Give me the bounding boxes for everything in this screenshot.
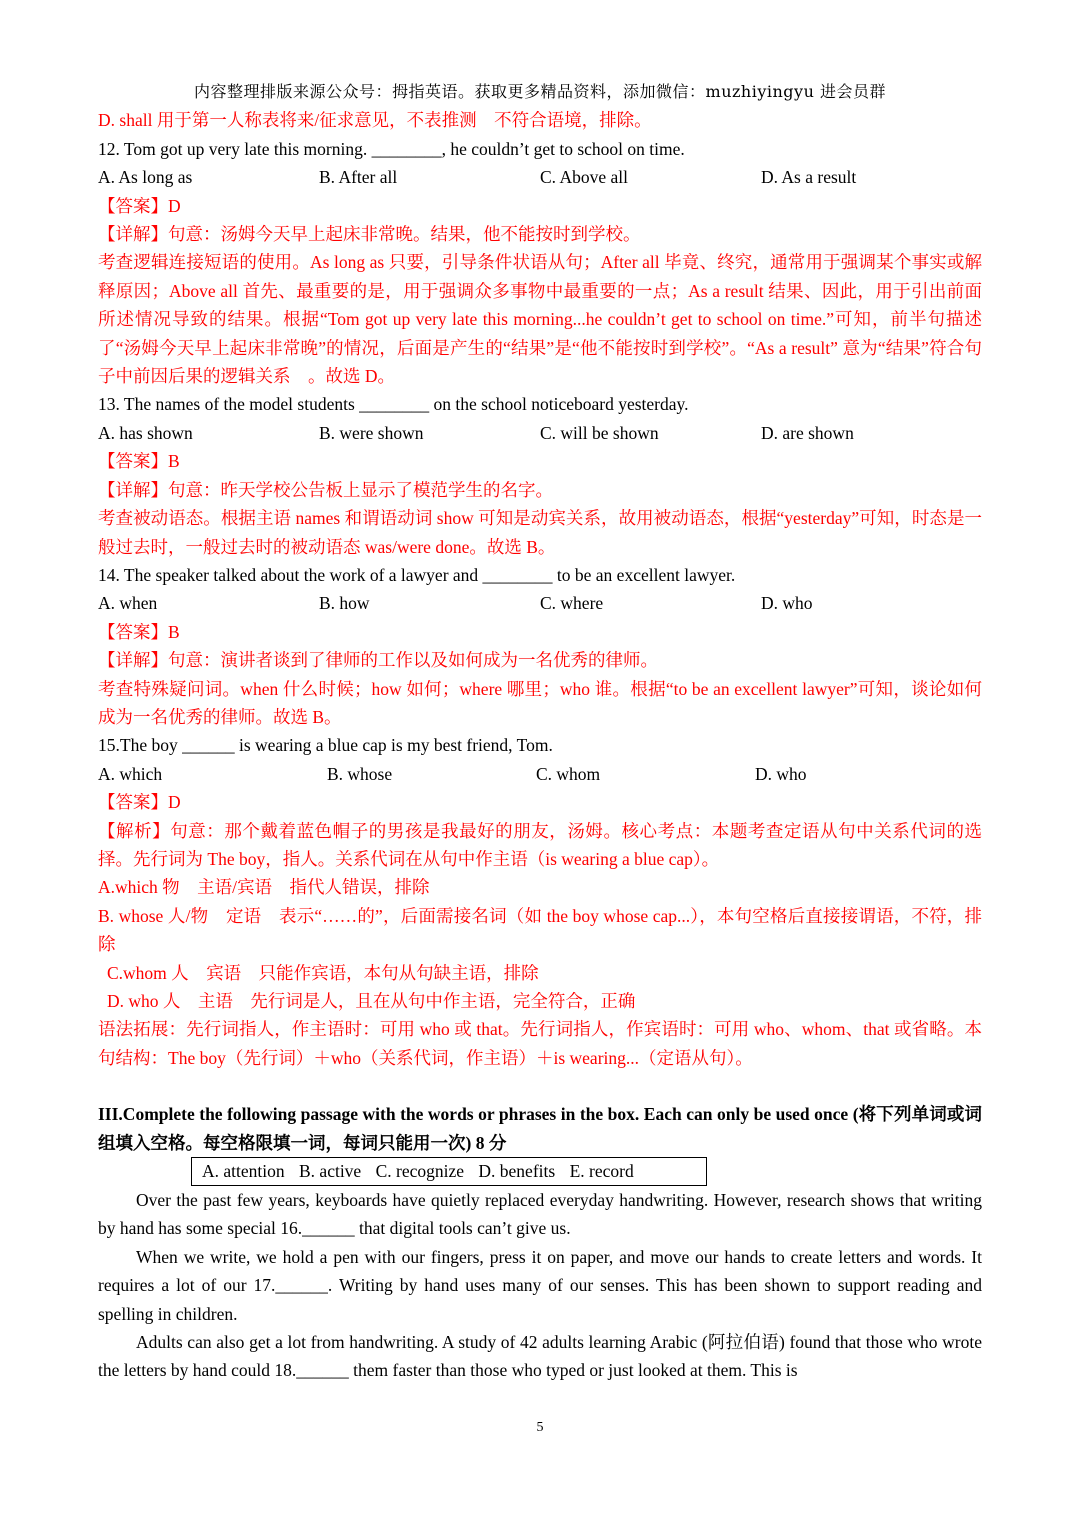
word-box-row [98,1157,982,1186]
word-box [191,1157,707,1186]
explanation-15-line: 【解析】句意：那个戴着蓝色帽子的男孩是我最好的朋友，汤姆。核心考点：本题考查定语从句中关系代词的选择。先行词为 The boy，指人。关系代词在从句中作主语（is wearing a blue cap）。 [98,820,982,869]
option-c: C. whom [536,763,601,784]
answer-12: 【答案】D [98,195,181,216]
word-box-item: C. recognize [375,1161,465,1182]
answer-13: 【答案】B [98,451,180,472]
option-c: C. where [540,593,604,614]
option-c: C. will be shown [540,422,659,443]
question-14-options [98,589,982,617]
section-3-title: III.Complete the following passage with the words or phrases in the box. Each can only be used once (将下列单词或词组填入空格。每空格限填一词，每词只能用一次) 8 分 [98,1104,982,1153]
question-13-options [98,419,982,447]
option-c: C. Above all [540,167,628,188]
question-14: 14. The speaker talked about the work of a lawyer and ________ to be an excellent lawyer. [98,564,736,585]
explanation-15-option-b: B. whose 人/物 定语 表示“……的”，后面需接名词（如 the boy whose cap...），本句空格后直接接谓语，不符，排除 [98,905,982,955]
question-13: 13. The names of the model students ________ on the school noticeboard yesterday. [98,394,689,415]
answer-14: 【答案】B [98,621,180,642]
word-box-item: D. benefits [478,1161,556,1182]
explanation-15-option-d: D. who 人 主语 先行词是人，且在从句中作主语，完全符合，正确 [107,991,636,1011]
explanation-12-line: 【详解】句意：汤姆今天早上起床非常晚。结果，他不能按时到学校。 [98,224,641,245]
option-d: D. are shown [761,422,854,443]
prev-explanation: D. shall 用于第一人称表将来/征求意见，不表推测 不符合语境，排除。 [98,110,652,131]
explanation-13-line: 【详解】句意：昨天学校公告板上显示了模范学生的名字。 [98,479,553,500]
option-a: A. which [98,763,163,784]
explanation-13-detail: 考查被动语态。根据主语 names 和谓语动词 show 可知是动宾关系，故用被动语态，根据“yesterday”可知，时态是一般过去时，一般过去时的被动语态 was/were done。故选 B。 [98,508,982,557]
passage-paragraph-2: When we write, we hold a pen with our fingers, press it on paper, and move our hands to create letters and words. It requires a lot of our 17.______. Writing by hand uses many of our senses. This has been shown to support reading and spelling in children. [98,1246,982,1324]
option-d: D. As a result [761,167,857,188]
option-b: B. whose [327,763,393,784]
option-b: B. After all [319,167,398,188]
passage-paragraph-1: Over the past few years, keyboards have quietly replaced everyday handwriting. However, research shows that writing by hand has some special 16.______ that digital tools can’t give us. [98,1190,982,1239]
answer-15: 【答案】D [98,792,181,813]
option-a: A. has shown [98,422,193,443]
page-number: 5 [536,1420,544,1435]
word-box-item: A. attention [202,1161,285,1182]
option-a: A. As long as [98,167,193,188]
question-12-options [98,163,982,191]
option-b: B. were shown [319,422,424,443]
option-a: A. when [98,593,158,614]
page-header: 内容整理排版来源公众号：拇指英语。获取更多精品资料，添加微信：muzhiyingyu 进会员群 [194,82,886,101]
explanation-15-extension: 语法拓展：先行词指人，作主语时：可用 who 或 that。先行词指人，作宾语时：可用 who、whom、that 或省略。本句结构：The boy（先行词）＋who（关系代词，作主语）＋is wearing...（定语从句）。 [98,1019,982,1068]
question-12: 12. Tom got up very late this morning. ________, he couldn’t get to school on time. [98,138,685,159]
word-box-item: E. record [569,1161,634,1182]
explanation-14-detail: 考查特殊疑问词。when 什么时候；how 如何；where 哪里；who 谁。根据“to be an excellent lawyer”可知，谈论如何成为一名优秀的律师。故选 B。 [98,678,982,727]
word-box-item: B. active [299,1161,362,1182]
explanation-14-line: 【详解】句意：演讲者谈到了律师的工作以及如何成为一名优秀的律师。 [98,650,658,671]
explanation-12-detail: 考查逻辑连接短语的使用。As long as 只要，引导条件状语从句；After all 毕竟、终究，通常用于强调某个事实或解释原因；Above all 首先、最重要的是，用于强调众多事物中最重要的一点；As a result 结果、因此，用于引出前面所述情况导致的结果。根据“Tom got up very late this morning...he couldn’t get to school on time.”可知，前半句描述了“汤姆今天早上起床非常晚”的情况，后面是产生的“结果”是“他不能按时到学校”。“As a result” 意为“结果”符合句子中前因后果的逻辑关系 。故选 D。 [98,252,982,387]
option-d: D. who [761,593,813,614]
question-15-options [98,760,982,788]
option-b: B. how [319,593,370,614]
question-15: 15.The boy ______ is wearing a blue cap is my best friend, Tom. [98,735,553,756]
option-d: D. who [755,763,807,784]
explanation-15-option-a: A.which 物 主语/宾语 指代人错误，排除 [98,877,430,898]
explanation-15-option-c: C.whom 人 宾语 只能作宾语，本句从句缺主语，排除 [107,962,539,983]
document-page [98,78,982,1385]
passage-paragraph-3: Adults can also get a lot from handwriting. A study of 42 adults learning Arabic (阿拉伯语) found that those who wrote the letters by hand could 18.______ them faster than those who typed or just looked at them. This is [98,1332,982,1381]
